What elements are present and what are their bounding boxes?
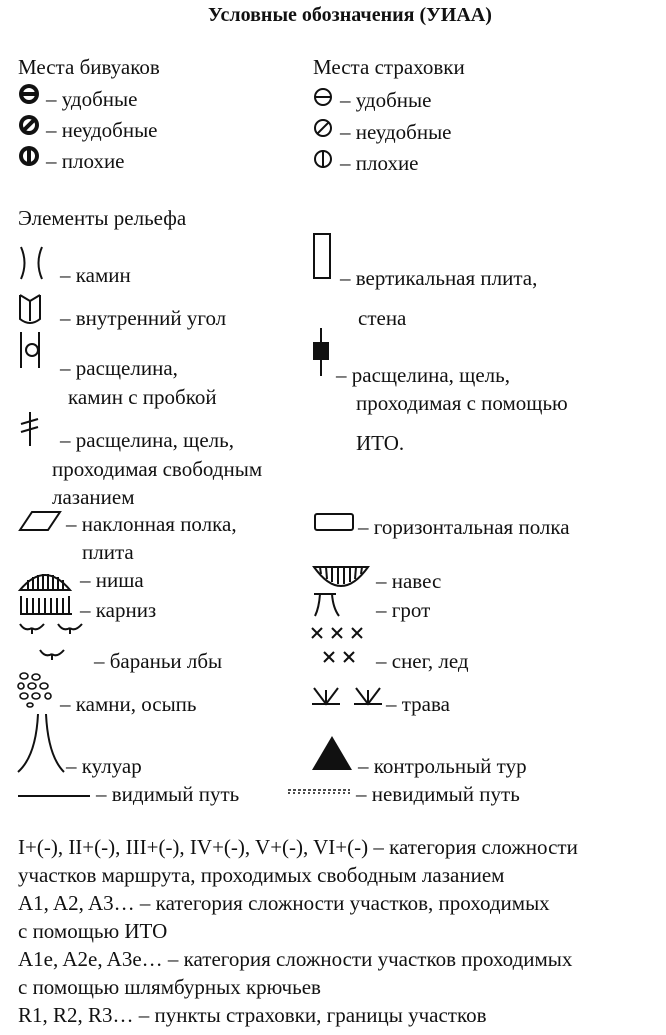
belay-bad-icon <box>313 149 335 171</box>
wall-label-2: стена <box>358 306 407 330</box>
bivouac-good-icon <box>18 83 40 105</box>
grotto-icon <box>312 592 342 618</box>
inclined-ledge-label-2: плита <box>82 540 134 564</box>
belay-heading: Места страховки <box>313 55 465 79</box>
invisible-path-label: – невидимый путь <box>356 782 520 806</box>
bivouac-poor-label: – неудобные <box>46 118 158 142</box>
free-crack-label-2: проходимая свободным <box>52 457 263 481</box>
visible-path-icon <box>18 794 92 798</box>
belay-good-label: – удобные <box>340 88 432 112</box>
grass-icon <box>310 684 392 708</box>
chimney-icon <box>18 245 46 281</box>
free-crack-icon <box>18 410 42 448</box>
niche-icon <box>18 568 72 592</box>
belay-bad-label: – неудобные <box>340 120 452 144</box>
aid-crack-label-3: ИТО. <box>356 431 405 455</box>
wall-label-1: – вертикальная плита, <box>340 266 538 290</box>
overhang-icon <box>312 565 370 589</box>
legend-line-1: I+(-), II+(-), III+(-), IV+(-), V+(-), VI+(-) – категория сложности <box>18 835 578 859</box>
legend-line-5: A1e, A2e, A3e… – категория сложности участков проходимых <box>18 947 573 971</box>
aid-crack-label-1: – расщелина, щель, <box>336 363 510 387</box>
free-crack-label-1: – расщелина, щель, <box>60 428 234 452</box>
legend-line-6: с помощью шлямбурных крючьев <box>18 975 321 999</box>
couloir-icon <box>16 712 66 774</box>
bivouac-poor-icon <box>18 145 40 167</box>
belay-bad2-label: – плохие <box>340 151 419 175</box>
cairn-icon <box>310 734 354 772</box>
inclined-ledge-icon <box>18 510 62 532</box>
ledge-label: – горизонтальная полка <box>358 515 570 539</box>
crack-plug-label-1: – расщелина, <box>60 356 178 380</box>
snow-ice-label: – снег, лед <box>376 649 469 673</box>
cairn-label: – контрольный тур <box>358 754 527 778</box>
belay-poor-icon <box>313 118 335 140</box>
couloir-label: – кулуар <box>66 754 142 778</box>
crack-plug-label-2: камин с пробкой <box>68 385 217 409</box>
grass-label: – трава <box>386 692 450 716</box>
snow-ice-icon <box>310 626 372 668</box>
grotto-label: – грот <box>376 598 431 622</box>
inner-corner-icon <box>18 293 42 327</box>
legend-line-2: участков маршрута, проходимых свободным лазанием <box>18 863 505 887</box>
bivouac-good-label: – удобные <box>46 87 138 111</box>
cornice-icon <box>18 594 74 616</box>
sheepbacks-label: – бараньи лбы <box>94 649 223 673</box>
scree-icon <box>16 671 58 711</box>
crack-plug-icon <box>18 330 44 370</box>
bivouac-bad-label: – плохие <box>46 149 125 173</box>
free-crack-label-3: лазанием <box>52 485 135 509</box>
bivouac-heading: Места бивуаков <box>18 55 160 79</box>
sheepbacks-icon <box>18 620 98 666</box>
chimney-label: – камин <box>60 263 131 287</box>
legend-line-7: R1, R2, R3… – пункты страховки, границы участков <box>18 1003 487 1027</box>
page-title: Условные обозначения (УИАА) <box>208 4 492 26</box>
visible-path-label: – видимый путь <box>96 782 240 806</box>
inclined-ledge-label-1: – наклонная полка, <box>66 512 237 536</box>
relief-heading: Элементы рельефа <box>18 206 187 230</box>
belay-good-icon <box>313 87 335 109</box>
aid-crack-label-2: проходимая с помощью <box>356 391 568 415</box>
vertical-wall-icon <box>312 232 334 282</box>
legend-line-3: A1, A2, A3… – категория сложности участков, проходимых <box>18 891 550 915</box>
cornice-label: – карниз <box>80 598 157 622</box>
scree-label: – камни, осыпь <box>60 692 197 716</box>
horizontal-ledge-icon <box>313 512 357 534</box>
invisible-path-icon <box>288 788 352 796</box>
niche-label: – ниша <box>80 568 144 592</box>
aid-crack-icon <box>306 326 336 378</box>
bivouac-bad-icon <box>18 114 40 136</box>
overhang-label: – навес <box>376 569 442 593</box>
legend-line-4: с помощью ИТО <box>18 919 168 943</box>
inner-corner-label: – внутренний угол <box>60 306 227 330</box>
